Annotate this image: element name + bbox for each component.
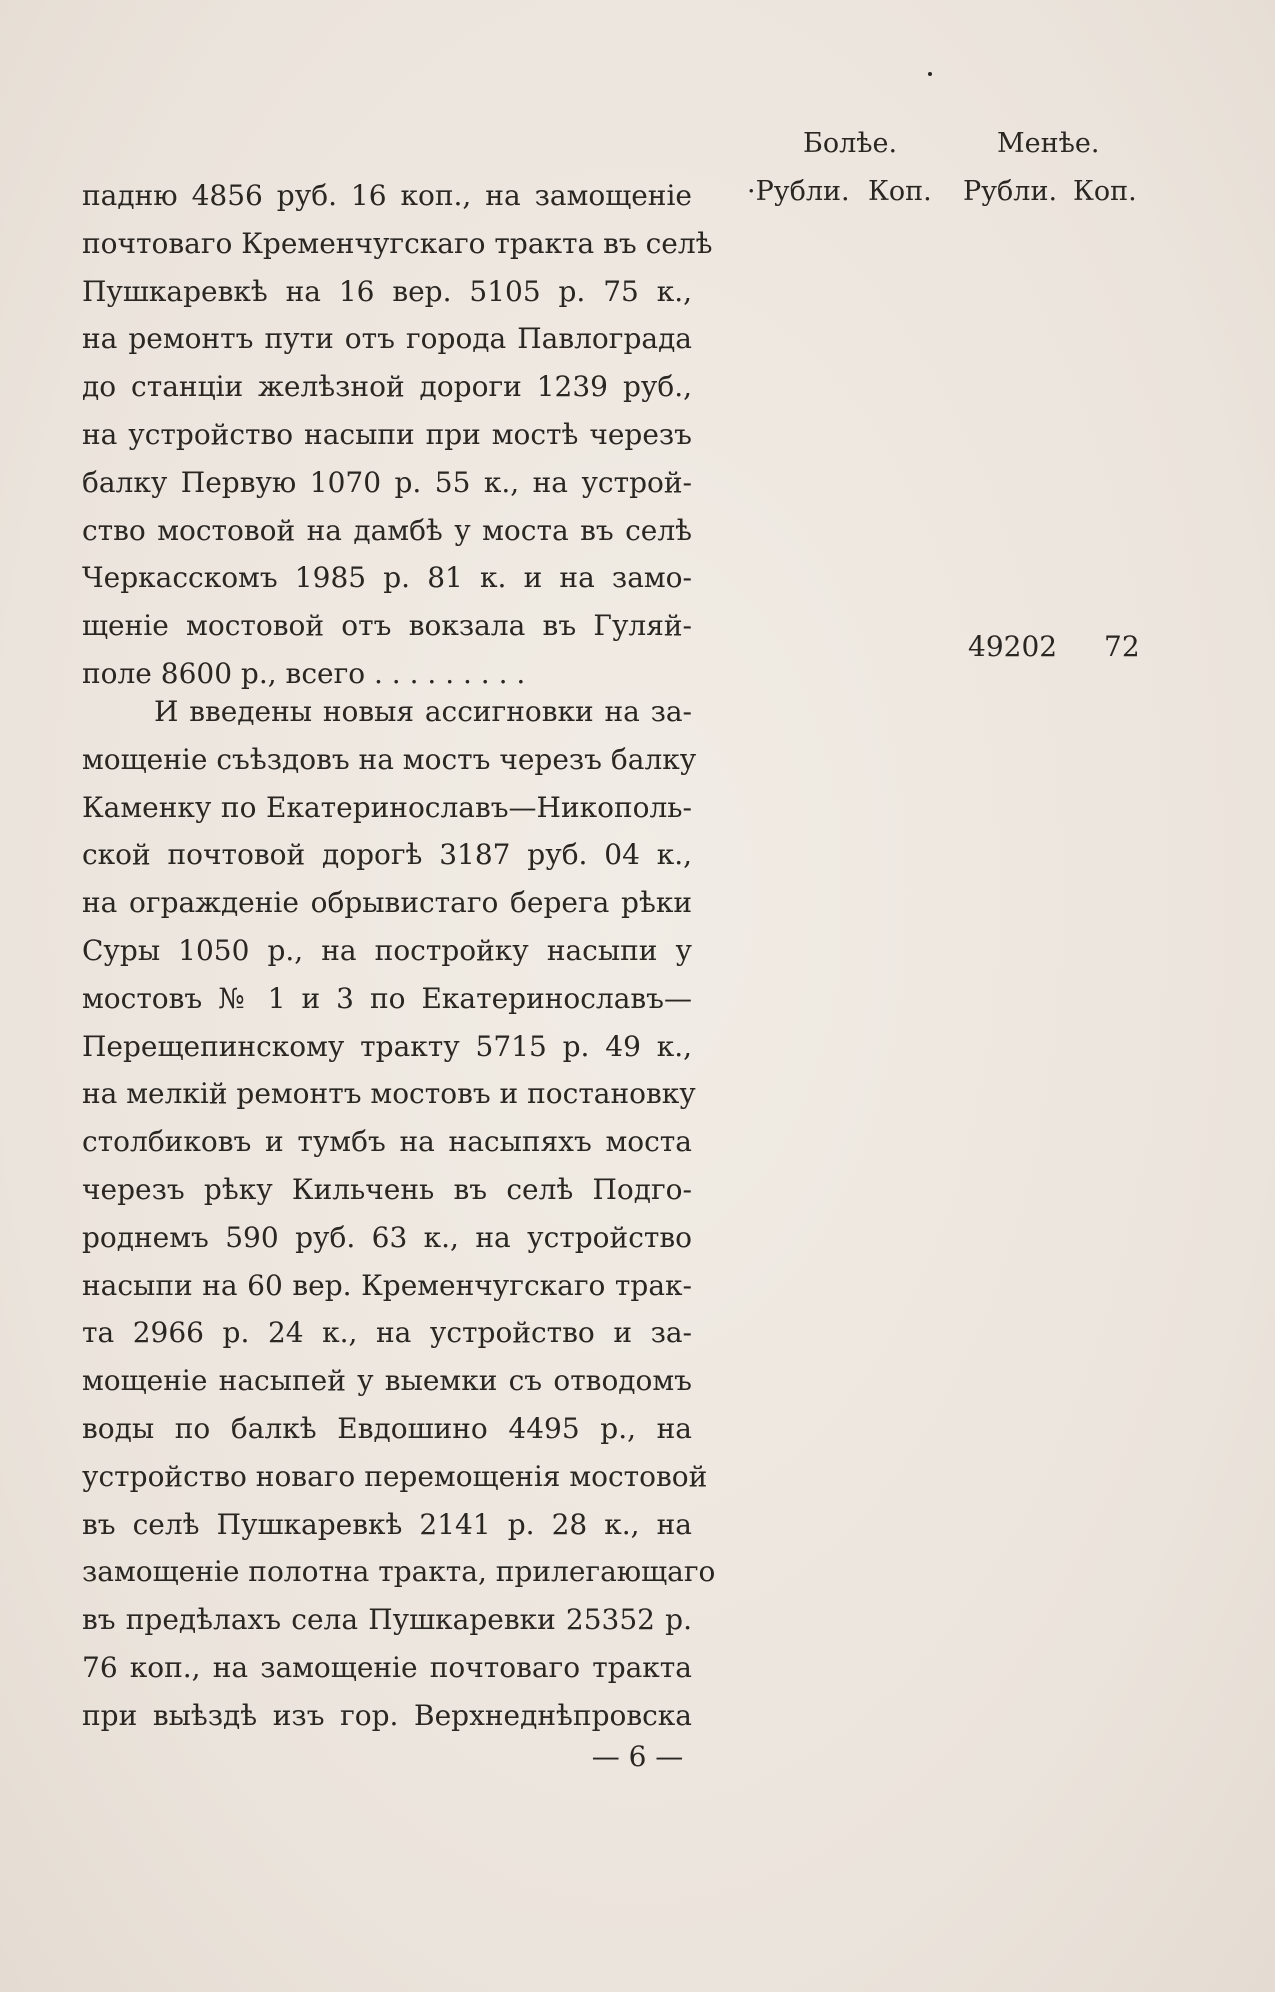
text-line: на устройство насыпи при мостѣ черезъ — [82, 417, 692, 451]
column-headers — [735, 128, 1155, 218]
text-line: Перещепинскому тракту 5715 р. 49 к., — [82, 1029, 692, 1063]
text-line: на огражденіе обрывистаго берега рѣки — [82, 886, 692, 920]
text-line: И введены новыя ассигновки на за- — [154, 695, 692, 728]
header-less: Менѣе. — [997, 128, 1100, 159]
text-line: насыпи на 60 вер. Кременчугскаго трак- — [82, 1268, 692, 1302]
text-line: щеніе мостовой отъ вокзала въ Гуляй- — [82, 609, 692, 643]
text-line: столбиковъ и тумбъ на насыпяхъ моста — [82, 1125, 692, 1159]
text-line: Пушкаревкѣ на 16 вер. 5105 р. 75 к., — [82, 274, 692, 308]
text-line: на мелкій ремонтъ мостовъ и постановку — [82, 1077, 696, 1111]
header-kopecks-less: Коп. — [1073, 176, 1137, 207]
text-line: черезъ рѣку Кильчень въ селѣ Подго- — [82, 1172, 692, 1206]
text-line: устройство новаго перемощенія мостовой — [82, 1459, 708, 1493]
text-line: въ селѣ Пушкаревкѣ 2141 р. 28 к., на — [82, 1507, 692, 1541]
header-kopecks-more: Коп. — [868, 176, 932, 207]
header-more: Болѣе. — [803, 128, 898, 159]
text-line: ство мостовой на дамбѣ у моста въ селѣ — [82, 513, 692, 547]
text-line: воды по балкѣ Евдошино 4495 р., на — [82, 1411, 692, 1445]
text-line: ской почтовой дорогѣ 3187 руб. 04 к., — [82, 838, 692, 872]
text-line: замощеніе полотна тракта, прилегающаго — [82, 1555, 716, 1589]
page-number: — 6 — — [591, 1740, 684, 1773]
total-rubles: 49202 — [968, 630, 1058, 663]
text-line: почтоваго Кременчугскаго тракта въ селѣ — [82, 226, 713, 260]
text-line: Каменку по Екатеринославъ—Никополь- — [82, 790, 692, 824]
text-line: падню 4856 руб. 16 коп., на замощеніе — [82, 179, 692, 212]
text-line: Черкасскомъ 1985 р. 81 к. и на замо- — [82, 561, 692, 595]
text-line: мощеніе насыпей у выемки съ отводомъ — [82, 1364, 692, 1398]
header-rubles-more: ·Рубли. — [747, 176, 850, 207]
text-line: до станціи желѣзной дороги 1239 руб., — [82, 370, 692, 404]
text-line: мощеніе съѣздовъ на мостъ черезъ балку — [82, 742, 697, 776]
text-line: балку Первую 1070 р. 55 к., на устрой- — [82, 465, 692, 499]
text-line: поле 8600 р., всего . . . . . . . . . — [82, 656, 526, 690]
text-line: мостовъ № 1 и 3 по Екатеринославъ— — [82, 981, 692, 1015]
paragraph-2 — [82, 688, 716, 1740]
text-line: въ предѣлахъ села Пушкаревки 25352 р. — [82, 1603, 692, 1637]
text-line: при выѣздѣ изъ гор. Верхнеднѣпровска — [82, 1698, 692, 1732]
text-line: та 2966 р. 24 к., на устройство и за- — [82, 1316, 692, 1350]
ink-dot — [928, 72, 932, 76]
paragraph-1 — [82, 172, 713, 698]
text-line: роднемъ 590 руб. 63 к., на устройство — [82, 1220, 692, 1254]
total-kopecks: 72 — [1104, 630, 1140, 663]
text-line: на ремонтъ пути отъ города Павлограда — [82, 322, 692, 356]
text-line: 76 коп., на замощеніе почтоваго тракта — [82, 1650, 692, 1684]
header-rubles-less: Рубли. — [963, 176, 1058, 207]
text-line: Суры 1050 р., на постройку насыпи у — [82, 933, 692, 967]
